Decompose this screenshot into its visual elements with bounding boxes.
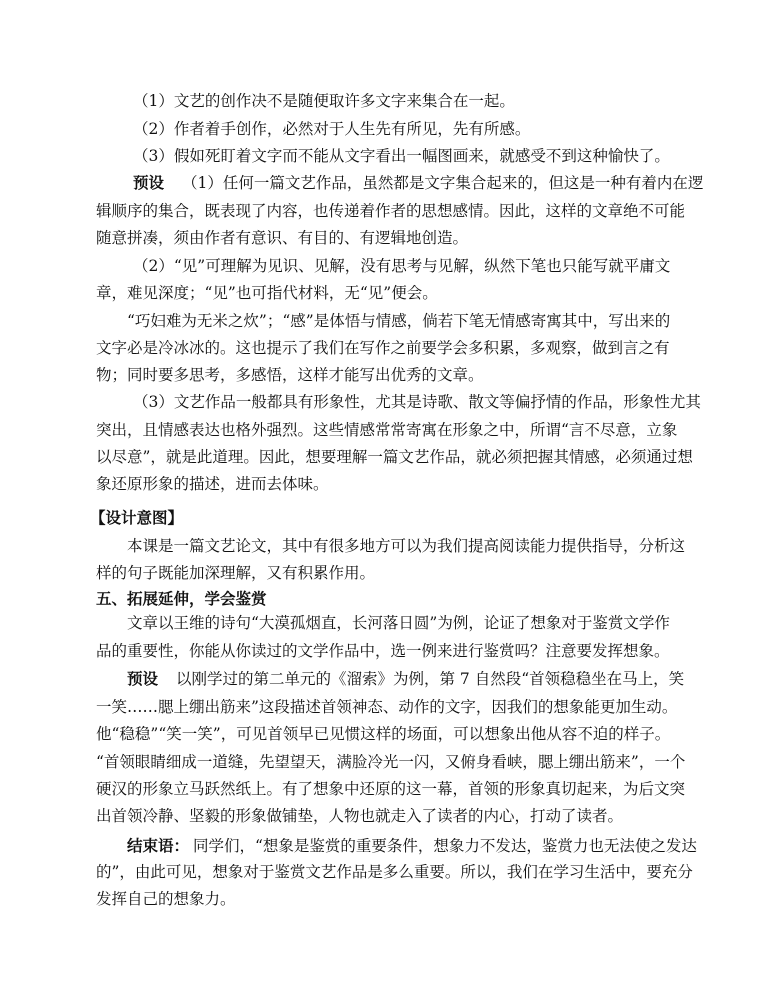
text-line: 突出，且情感表达也格外强烈。这些情感常常寄寓在形象之中，所谓“言不尽意，立象 xyxy=(96,421,678,439)
text-line: 象还原形象的描述，进而去体味。 xyxy=(96,475,329,493)
section-heading: 【设计意图】 xyxy=(90,509,184,527)
text-line: （2）“见”可理解为见识、见解，没有思考与见解，纵然下笔也只能写就平庸文 xyxy=(133,257,671,275)
preset-label: 预设 xyxy=(127,669,159,688)
text-line: （2）作者着手创作，必然对于人生先有所见，先有所感。 xyxy=(133,120,531,138)
text-line: “巧妇难为无米之炊”；“感”是体悟与情感，倘若下笔无情感寄寓其中，写出来的 xyxy=(127,312,671,330)
text-line: 样的句子既能加深理解，又有积累作用。 xyxy=(96,564,376,582)
text-line: 本课是一篇文艺论文，其中有很多地方可以为我们提高阅读能力提供指导，分析这 xyxy=(127,537,686,555)
text-line: 他“稳稳”“笑一笑”，可见首领早已见惯这样的场面，可以想象出他从容不迫的样子。 xyxy=(96,725,671,743)
text-line: 出首领冷静、坚毅的形象做铺垫，人物也就走入了读者的内心，打动了读者。 xyxy=(96,807,624,825)
text-line: （1）任何一篇文艺作品，虽然都是文字集合起来的，但这是一种有着内在逻 xyxy=(182,174,704,192)
text-line: （1）文艺的创作决不是随便取许多文字来集合在一起。 xyxy=(133,92,515,110)
text-line: 品的重要性，你能从你读过的文学作品中，选一例来进行鉴赏吗？注意要发挥想象。 xyxy=(96,642,670,660)
section-heading: 五、拓展延伸，学会鉴赏 xyxy=(96,590,267,608)
preset-label: 预设 xyxy=(133,173,165,192)
text-line: 文章以王维的诗句“大漠孤烟直，长河落日圆”为例，论证了想象对于鉴赏文学作 xyxy=(127,614,670,632)
text-line: 一笑……腮上绷出筋来”这段描述首领神态、动作的文字，因我们的想象能更加生动。 xyxy=(96,698,678,716)
text-line: 硬汉的形象立马跃然纸上。有了想象中还原的这一幕，首领的形象真切起来，为后文突 xyxy=(96,780,686,798)
text-line: 物；同时要多思考，多感悟，这样才能写出优秀的文章。 xyxy=(96,366,484,384)
text-line: 同学们，“想象是鉴赏的重要条件，想象力不发达，鉴赏力也无法使之发达 xyxy=(193,837,697,855)
text-line: （3）文艺作品一般都具有形象性，尤其是诗歌、散文等偏抒情的作品，形象性尤其 xyxy=(133,393,701,411)
text-line: 随意拼凑，须由作者有意识、有目的、有逻辑地创造。 xyxy=(96,229,469,247)
text-line: 发挥自己的想象力。 xyxy=(96,890,236,908)
text-line: 以刚学过的第二单元的《溜索》为例，第 7 自然段“首领稳稳坐在马上，笑 xyxy=(176,670,685,688)
closing-label: 结束语： xyxy=(127,836,190,855)
text-line: 以尽意”，就是此道理。因此，想要理解一篇文艺作品，就必须把握其情感，必须通过想 xyxy=(96,448,693,466)
text-line: 章，难见深度；“见”也可指代材料，无“见”便会。 xyxy=(96,284,438,302)
text-line: 辑顺序的集合，既表现了内容，也传递着作者的思想感情。因此，这样的文章绝不可能 xyxy=(96,202,686,220)
text-line: （3）假如死盯着文字而不能从文字看出一幅图画来，就感受不到这种愉快了。 xyxy=(133,147,670,165)
text-line: 的”，由此可见，想象对于鉴赏文艺作品是多么重要。所以，我们在学习生活中，要充分 xyxy=(96,863,693,881)
text-line: 文字必是冷冰冰的。这也提示了我们在写作之前要学会多积累，多观察，做到言之有 xyxy=(96,339,670,357)
text-line: “首领眼睛细成一道缝，先望望天，满脸冷光一闪，又俯身看峡，腮上绷出筋来”，一个 xyxy=(96,753,686,771)
